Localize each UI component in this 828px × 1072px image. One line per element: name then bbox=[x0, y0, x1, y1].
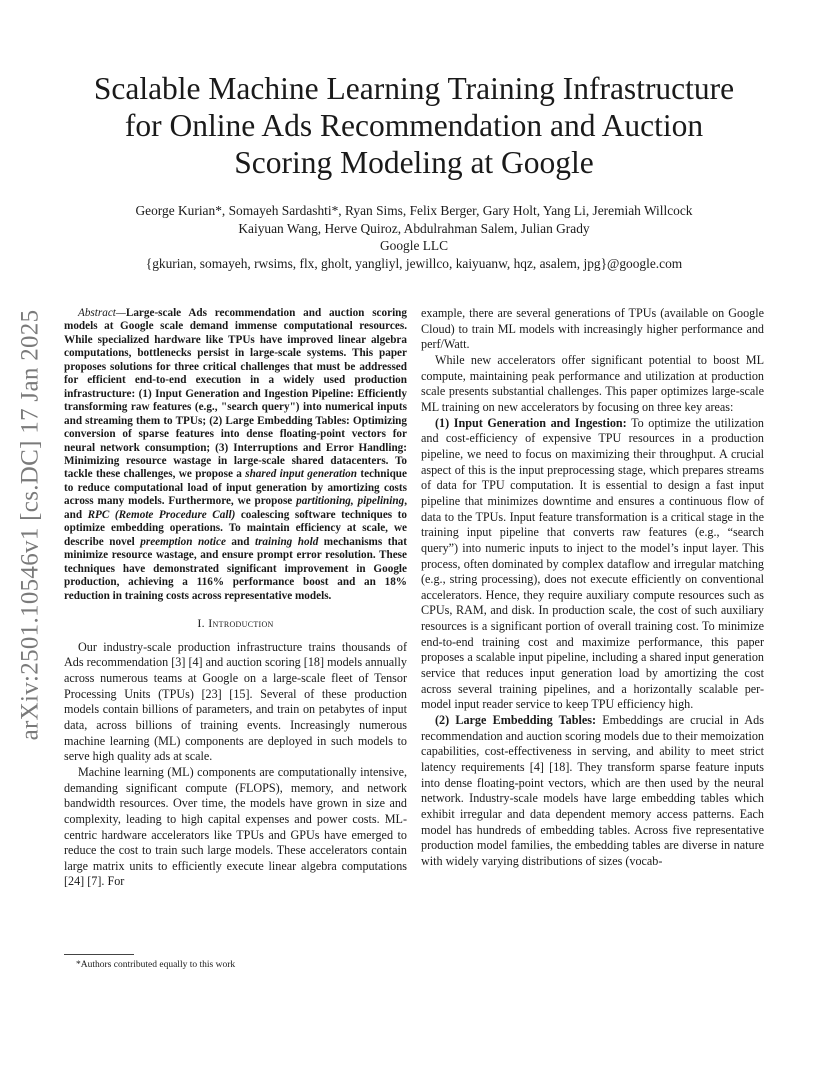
body-paragraph bbox=[421, 713, 764, 870]
body-paragraph: Machine learning (ML) components are computationally intensive, demanding significant compute (FLOPS), memory, and network bandwidth resources. Over time, the models have grown in size and complexity, leading to high capital expenses and power costs. ML-centric hardware accelerators like TPUs and GPUs have emerged to reduce the cost to train such large models. These accelerators contain large matrix units to efficiently execute linear algebra computations [24] [7]. For bbox=[64, 764, 407, 889]
abstract-emphasis: preemption notice bbox=[140, 535, 226, 548]
abstract-text: and bbox=[225, 535, 255, 548]
author-emails: {gkurian, somayeh, rwsims, flx, gholt, yangliyl, jewillco, kaiyuanw, hqz, asalem, jpg}@google.com bbox=[145, 255, 683, 271]
author-block bbox=[60, 202, 768, 272]
paragraph-heading: (2) Large Embedding Tables: bbox=[435, 713, 596, 728]
section-heading bbox=[64, 616, 407, 632]
abstract-emphasis: RPC (Remote Procedure Call) bbox=[87, 508, 236, 521]
paragraph-heading: (1) Input Generation and Ingestion: bbox=[435, 415, 627, 430]
abstract-text: technique to reduce computational load of input generation by amortizing costs across many models. Furthermore, we propose bbox=[64, 468, 407, 508]
arxiv-identifier bbox=[10, 290, 50, 760]
footnote-rule bbox=[64, 954, 134, 955]
section-number: I. bbox=[197, 615, 209, 630]
abstract-emphasis: partitioning, pipelining bbox=[296, 495, 405, 508]
abstract-text: coalescing software techniques to optimize embedding operations. To maintain efficiency at scale, we describe novel bbox=[64, 508, 407, 548]
paragraph-text: Embeddings are crucial in Ads recommendation and auction scoring models due to their memoization capabilities, cost-effectiveness in serving, and ability to meet strict latency requirements [4] [18]. They transform sparse feature inputs into dense floating-point vectors, which are then used by the neural network. Industry-scale models have large embedding tables which exhibit irregular and data dependent memory access patterns. Each model has hundreds of embedding tables. Across five representative production model families, the embedding tables are diverse in nature with widely varying distributions of sizes (vocab- bbox=[421, 713, 764, 868]
abstract-text: Large-scale Ads recommendation and auction scoring models at Google scale demand immense computational resources. While specialized hardware like TPUs have improved linear algebra computations, bottlenecks persist in large-scale systems. This paper proposes solutions for three critical challenges that must be addressed for efficient end-to-end execution in a widely used production infrastructure: (1) Input Generation and Ingestion Pipeline: Efficiently transforming raw features (e.g., "search query") into numerical inputs and streaming them to TPUs; (2) Large Embedding Tables: Optimizing conversion of sparse features into dense floating-point vectors for neural network consumption; (3) Interruptions and Error Handling: Minimizing resource wastage in large-scale shared datacenters. To tackle these challenges, we propose a bbox=[64, 307, 407, 481]
abstract-emphasis: training hold bbox=[254, 535, 319, 548]
paper-title bbox=[60, 70, 768, 181]
body-paragraph: Our industry-scale production infrastructure trains thousands of Ads recommendation [3] [4] and auction scoring [18] models annually across numerous teams at Google on a large-scale fleet of Tensor Processing Units (TPUs) [23] [15]. Several of these production models contain billions of parameters, and train on petabytes of input data, across billions of training events. Increasingly numerous machine learning (ML) components are deployed in such models to serve high quality ads at scale. bbox=[64, 639, 407, 764]
title-line: Scoring Modeling at Google bbox=[234, 145, 594, 180]
body-paragraph bbox=[421, 416, 764, 713]
right-column bbox=[421, 306, 764, 870]
arxiv-identifier-text: arXiv:2501.10546v1 [cs.DC] 17 Jan 2025 bbox=[16, 309, 44, 741]
body-paragraph: While new accelerators offer significant potential to boost ML compute, maintaining peak performance and utilization at production scale presents substantial challenges. This paper optimizes large-scale ML training on new accelerators by focusing on three key areas: bbox=[421, 352, 764, 414]
body-paragraph: example, there are several generations of TPUs (available on Google Cloud) to train ML models with increasingly higher performance and perf/Watt. bbox=[421, 306, 764, 352]
abstract-lead: Abstract— bbox=[78, 307, 126, 319]
abstract-text: , and bbox=[64, 495, 407, 521]
title-line: Scalable Machine Learning Training Infrastructure bbox=[93, 71, 735, 106]
abstract-text: mechanisms that minimize resource wastage, and ensure prompt error resolution. These techniques have demonstrated significant improvement in Google production, achieving a 116% performance boost and an 18% reduction in training costs across representative models. bbox=[64, 535, 407, 602]
author-list: Kaiyuan Wang, Herve Quiroz, Abdulrahman Salem, Julian Grady bbox=[238, 220, 590, 236]
affiliation: Google LLC bbox=[379, 238, 449, 253]
paragraph-text: To optimize the utilization and cost-efficiency of expensive TPU resources in a production pipeline, we need to focus on maximizing their throughput. A crucial aspect of this is the input preprocessing stage, which prepares streams of data for TPU computation. It is essential to design a fast input pipeline that minimizes downtime and ensures a continuous flow of data to the TPUs. Input feature transformation is a critical stage in the training input pipeline that converts raw features (e.g., “search query”) into numeric inputs to inject to the model’s input layer. This process, often dominated by complex dataflow and irregular matching (e.g., string processing), does not execute efficiently on conventional accelerators. Hence, they require auxiliary compute resources such as CPUs, RAM, and disk. In production scale, the cost of such auxiliary resources is a significant portion of overall training cost. To minimize end-to-end training cost and maximize performance, this paper proposes a scalable input pipeline, including a shared input generation service that reduces input generation load by amortizing the cost across several training pipelines, and a horizontally scalable per-model input reader service to keep TPU efficiency high. bbox=[421, 415, 764, 712]
author-list: George Kurian*, Somayeh Sardashti*, Ryan Sims, Felix Berger, Gary Holt, Yang Li, Jeremiah Willcock bbox=[135, 203, 693, 218]
left-column bbox=[64, 307, 407, 890]
footnote: *Authors contributed equally to this work bbox=[76, 960, 236, 970]
abstract-emphasis: shared input generation bbox=[245, 468, 358, 481]
title-line: for Online Ads Recommendation and Auction bbox=[124, 108, 704, 143]
section-title: Introduction bbox=[208, 615, 274, 630]
abstract bbox=[64, 307, 407, 603]
